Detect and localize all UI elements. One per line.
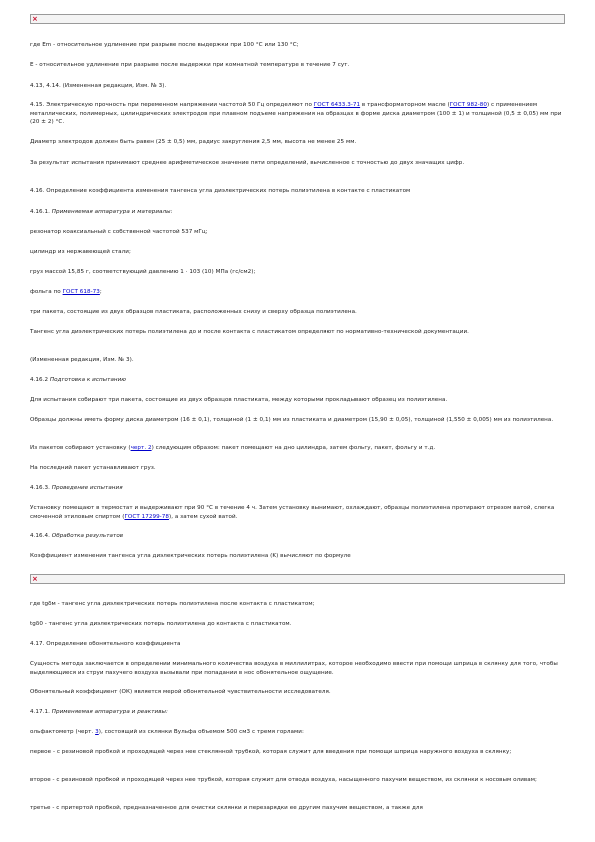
text-5 — [30, 138, 565, 147]
text-run: три пакета, состоящие из двух образцов пластиката, расположенных снизу и сверху образца полиэтилена. — [30, 309, 357, 315]
document-link[interactable]: ГОСТ 982-80 — [449, 102, 487, 108]
text-run: На последний пакет устанавливают груз. — [30, 465, 156, 471]
text-20 — [30, 464, 565, 473]
text-run: второе - с резиновой пробкой и проходящей через нее трубкой, которая служит для отвода воздуха, насыщенного пахучим веществом, из склянки к носовым оливам; — [30, 777, 537, 783]
text-28 — [30, 660, 565, 677]
text-run: 4.13, 4.14. (Измененная редакция, Изм. № 3). — [30, 83, 167, 89]
broken-image-icon: × — [32, 15, 38, 23]
text-run: где tgδм - тангенс угла диэлектрических потерь полиэтилена после контакта с пластикатом; — [30, 601, 315, 607]
text-12 — [30, 288, 565, 297]
text-19 — [30, 444, 565, 453]
text-3 — [30, 82, 565, 91]
text-run: Сущность метода заключается в определении минимального количества воздуха в миллилитрах, которое необходимо ввести при помощи шприца в склянку для того, чтобы выделяющиеся из струи пахучего воздуха вызывали при попадании в нос обонятельное ощущение. — [30, 661, 558, 676]
text-14 — [30, 328, 565, 337]
text-run: 4.16.4. — [30, 533, 52, 539]
text-run: цилиндр из нержавеющей стали; — [30, 249, 131, 255]
text-run: ) с применением металлических, полимерных, цилиндрических электродов при плавном подъеме напряжения на образцах в форме диска диаметром (100 ± 1) и толщиной (0,5 ± 0,05) мм при (20 ± 2) °С. — [30, 102, 562, 126]
text-run: Тангенс угла диэлектрических потерь полиэтилена до и после контакта с пластикатом определяют по нормативно-технической документации. — [30, 329, 469, 335]
text-run: Е - относительное удлинение при разрыве после выдержки при комнатной температуре в течение 7 сут. — [30, 62, 350, 68]
document-link[interactable]: ГОСТ 17299-78 — [124, 513, 169, 520]
text-6 — [30, 159, 565, 168]
section-subtitle: Проведение испытания — [51, 485, 123, 491]
text-run: ), состоящий из склянки Вульфа объемом 500 см3 с тремя горлами: — [98, 729, 304, 735]
text-7 — [30, 187, 565, 196]
text-run: tgδ0 - тангенс угла диэлектрических потерь полиэтилена до контакта с пластикатом. — [30, 621, 292, 627]
text-run: ) следующим образом: пакет помещают на дно цилиндра, затем фольгу, пакет, фольгу и т.д. — [151, 445, 436, 451]
text-22 — [30, 504, 565, 521]
text-16 — [30, 376, 565, 385]
text-32 — [30, 748, 565, 757]
text-run: (Измененная редакция, Изм. № 3). — [30, 357, 134, 363]
text-run: Коэффициент изменения тангенса угла диэлектрических потерь полиэтилена (K) вычисляют по формуле — [30, 553, 351, 559]
text-run: 4.16.1. — [30, 209, 52, 215]
section-subtitle: Применяемая аппаратура и материалы: — [51, 209, 173, 215]
text-run: Образцы должны иметь форму диска диаметром (16 ± 0,1), толщиной (1 ± 0,1) мм из пластиката и диаметром (15,90 ± 0,05), толщиной (1,550 ± 0,005) мм из полиэтилена. — [30, 417, 554, 423]
document-link[interactable]: 3 — [95, 729, 99, 735]
text-run: За результат испытания принимают среднее арифметическое значение пяти определений, вычисленное с точностью до двух значащих цифр. — [30, 160, 465, 166]
text-13 — [30, 308, 565, 317]
text-24 — [30, 552, 565, 561]
text-run: третье - с притертой пробкой, предназначенное для очистки склянки и перезарядки ее другим пахучим веществом, а также для — [30, 805, 423, 811]
text-run: фольга по — [30, 289, 63, 295]
text-run: 4.16.3. — [30, 485, 52, 491]
text-run: 4.15. Электрическую прочность при переменном напряжении частотой 50 Гц определяют по — [30, 102, 314, 108]
text-21 — [30, 484, 565, 493]
text-17 — [30, 396, 565, 405]
text-run: первое - с резиновой пробкой и проходящей через нее стеклянной трубкой, которая служит для введения при помощи шприца наружного воздуха в склянку; — [30, 749, 512, 755]
document-link[interactable]: ГОСТ 618-73 — [62, 289, 100, 295]
text-run: ; — [99, 289, 102, 295]
text-11 — [30, 268, 565, 277]
text-1 — [30, 41, 565, 50]
text-8 — [30, 208, 565, 217]
text-run: 4.17. Определение обонятельного коэффициента — [30, 641, 181, 647]
text-2 — [30, 61, 565, 70]
formula-image-1 — [30, 14, 565, 24]
document-link[interactable]: черт. 2 — [130, 445, 152, 451]
text-run: груз массой 15,85 г, соответствующий давлению 1 · 103 (10) МПа (гс/см2); — [30, 269, 256, 275]
section-subtitle: Подготовка к испытанию — [49, 377, 127, 383]
text-run: Обонятельный коэффициент (ОК) является мерой обонятельной чувствительности исследователя. — [30, 689, 331, 695]
text-run: в трансформаторном масле ( — [360, 102, 450, 108]
text-run: ), а затем сухой ватой. — [168, 513, 238, 520]
text-run: ольфактометр (черт. — [30, 729, 96, 735]
text-run: где Em - относительное удлинение при разрыве после выдержки при 100 °С или 130 °С; — [30, 42, 299, 48]
text-34 — [30, 804, 565, 813]
broken-image-icon: × — [32, 575, 38, 583]
text-run: 4.16.2 — [30, 377, 50, 383]
text-4 — [30, 101, 565, 127]
text-run: резонатор коаксиальный с собственной частотой 537 мГц; — [30, 229, 208, 235]
text-31 — [30, 728, 565, 737]
text-15 — [30, 356, 565, 365]
text-23 — [30, 532, 565, 541]
text-29 — [30, 688, 565, 697]
text-27 — [30, 640, 565, 649]
text-10 — [30, 248, 565, 257]
text-run: 4.16. Определение коэффициента изменения тангенса угла диэлектрических потерь полиэтилена в контакте с пластикатом — [30, 188, 411, 194]
text-run: Диаметр электродов должен быть равен (25 ± 0,5) мм, радиус закругления 2,5 мм, высота не менее 25 мм. — [30, 139, 357, 145]
text-run: 4.17.1. — [30, 709, 52, 715]
document-link[interactable]: ГОСТ 6433.3-71 — [313, 102, 361, 108]
text-30 — [30, 708, 565, 717]
text-18 — [30, 416, 565, 425]
text-run: Из пакетов собирают установку ( — [30, 445, 131, 451]
text-33 — [30, 776, 565, 785]
formula-image-2 — [30, 574, 565, 584]
text-9 — [30, 228, 565, 237]
text-25 — [30, 600, 565, 609]
text-run: Установку помещают в термостат и выдерживают при 90 °С в течение 4 ч. Затем установку вынимают, охлаждают, образцы полиэтилена протирают отрезом ватой, слегка смоченной этиловым спиртом ( — [30, 505, 555, 520]
text-26 — [30, 620, 565, 629]
section-subtitle: Применяемая аппаратура и реактивы: — [51, 709, 168, 715]
section-subtitle: Обработка результатов — [51, 533, 124, 539]
text-run: Для испытания собирают три пакета, состоящие из двух образцов пластиката, между которыми прокладывают образец из полиэтилена. — [30, 397, 448, 403]
